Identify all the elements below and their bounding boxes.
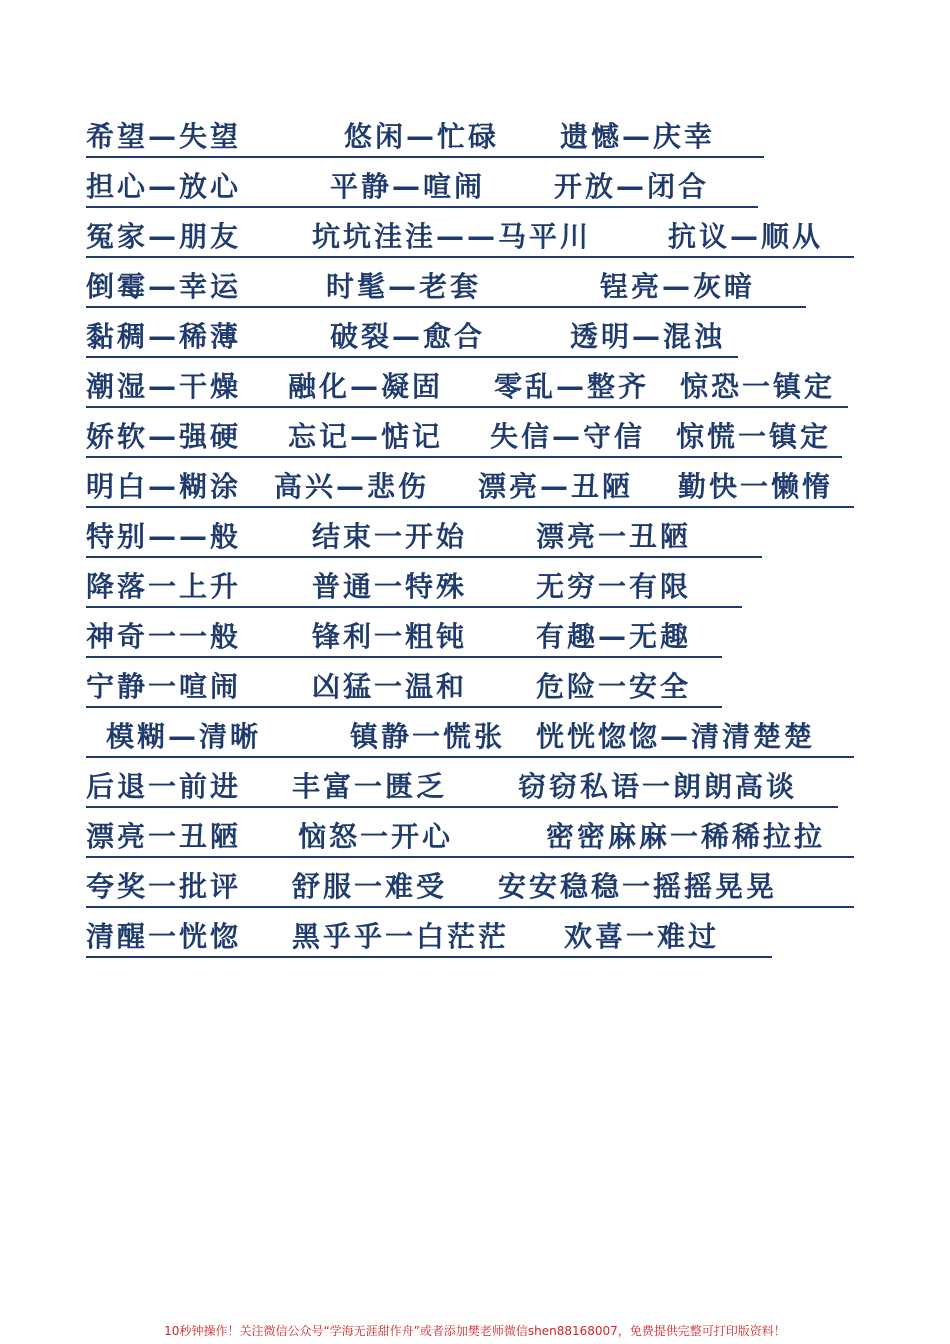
antonym-pair: 忘记—惦记 [288,420,444,453]
word-pair-row [86,356,848,408]
antonym-pair: 凶猛一温和 [312,670,468,703]
word-pair-row [86,506,762,558]
antonym-pair: 坑坑洼洼——马平川 [312,220,592,253]
antonym-pair: 平静—喧闹 [330,170,486,203]
antonym-pair: 宁静一喧闹 [86,670,242,703]
antonym-pair: 漂亮—丑陋 [478,470,634,503]
antonym-pair: 明白—糊涂 [86,470,242,503]
word-pair-row [86,556,742,608]
antonym-pair: 娇软—强硬 [86,420,242,453]
antonym-pair: 黑乎乎一白茫茫 [292,920,510,953]
word-pair-row [86,406,842,458]
antonym-pair: 抗议—顺从 [668,220,824,253]
antonym-pair: 惊慌一镇定 [676,420,832,453]
word-pair-row [86,256,806,308]
antonym-pair: 融化—凝固 [288,370,444,403]
antonym-pair: 夸奖一批评 [86,870,242,903]
antonym-pair: 失信—守信 [490,420,646,453]
antonym-pair: 后退一前进 [86,770,242,803]
antonym-pair: 漂亮一丑陋 [536,520,692,553]
antonym-pair: 希望—失望 [86,120,242,153]
antonym-pair: 冤家—朋友 [86,220,242,253]
antonym-pair: 担心—放心 [86,170,242,203]
antonym-pair: 勤快一懒惰 [678,470,834,503]
antonym-pair: 漂亮一丑陋 [86,820,242,853]
antonym-pair: 恍恍惚惚—清清楚楚 [536,720,816,753]
antonym-pair: 锋利一粗钝 [312,620,468,653]
word-pair-row [86,456,854,508]
antonym-pair: 破裂—愈合 [330,320,486,353]
antonym-pair: 悠闲—忙碌 [344,120,500,153]
antonym-pair: 降落一上升 [86,570,242,603]
antonym-pair: 锃亮—灰暗 [600,270,756,303]
word-pair-row [86,656,722,708]
word-pair-row [86,756,838,808]
antonym-pair: 舒服一难受 [292,870,448,903]
word-pair-row [86,606,722,658]
word-pair-row [86,806,854,858]
antonym-pair: 窃窃私语一朗朗高谈 [518,770,798,803]
word-pair-row [86,706,854,758]
antonym-pair: 惊恐一镇定 [680,370,836,403]
antonym-pair: 零乱—整齐 [494,370,650,403]
antonym-pair: 透明—混浊 [570,320,726,353]
word-pair-row [86,206,854,258]
antonym-pair: 安安稳稳一摇摇晃晃 [498,870,778,903]
word-pair-row [86,906,772,958]
antonym-pair: 模糊—清晰 [106,720,262,753]
antonym-pair: 倒霉—幸运 [86,270,242,303]
antonym-pair: 丰富一匮乏 [292,770,448,803]
antonym-pair: 清醒一恍惚 [86,920,242,953]
antonym-pair: 欢喜一难过 [564,920,720,953]
word-pair-row [86,856,854,908]
antonym-pair: 潮湿—干燥 [86,370,242,403]
antonym-pair: 遗憾—庆幸 [560,120,716,153]
word-pair-row [86,156,758,208]
antonym-pair: 密密麻麻一稀稀拉拉 [546,820,826,853]
antonym-pair: 结束一开始 [312,520,468,553]
antonym-pair: 恼怒一开心 [298,820,454,853]
antonym-pair: 特别——般 [86,520,242,553]
promo-footer-text: 10秒钟操作！关注微信公众号“学海无涯甜作舟”或者添加樊老师微信shen88168007，免费提供完整可打印版资料！ [164,1324,786,1338]
antonym-pair: 镇静一慌张 [350,720,506,753]
antonym-pair: 黏稠—稀薄 [86,320,242,353]
antonym-pair: 无穷一有限 [536,570,692,603]
antonym-pair: 高兴—悲伤 [274,470,430,503]
antonym-pair: 神奇一一般 [86,620,242,653]
antonym-pair: 有趣—无趣 [536,620,692,653]
word-pair-row [86,306,738,358]
antonym-pair: 普通一特殊 [312,570,468,603]
antonym-pair: 开放—闭合 [554,170,710,203]
antonym-pair: 危险一安全 [536,670,692,703]
word-pair-row [86,106,764,158]
antonym-pair: 时髦—老套 [326,270,482,303]
